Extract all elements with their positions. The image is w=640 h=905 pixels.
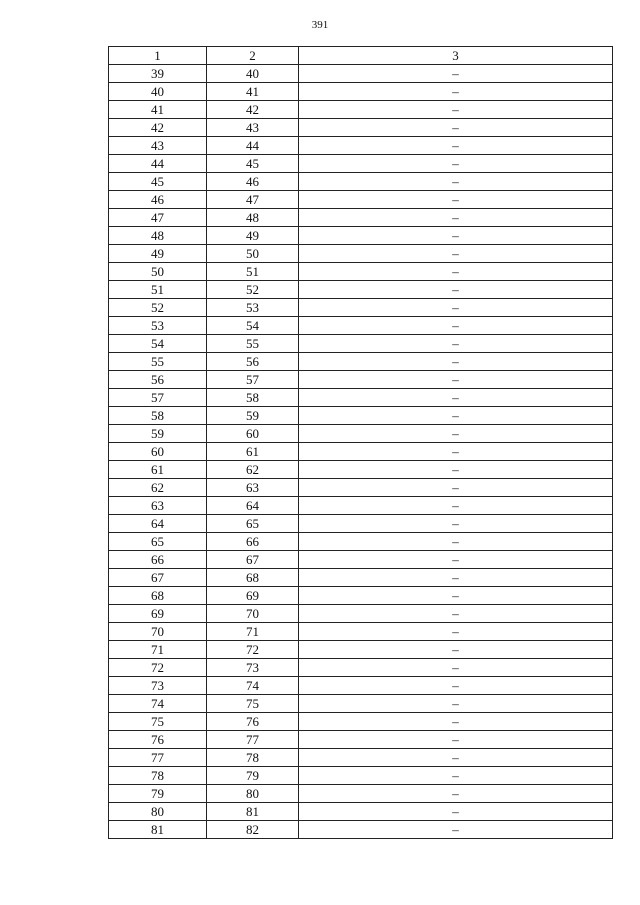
table-cell-col1: 56 (109, 371, 207, 389)
table-row (109, 371, 613, 389)
table-row (109, 245, 613, 263)
table-cell-col1: 72 (109, 659, 207, 677)
table-row (109, 101, 613, 119)
table-row (109, 479, 613, 497)
table-cell-col2: 74 (207, 677, 299, 695)
table-cell-col2: 65 (207, 515, 299, 533)
table-cell-col1: 50 (109, 263, 207, 281)
table-row (109, 83, 613, 101)
table-cell-col1: 81 (109, 821, 207, 839)
table-cell-col3: – (299, 785, 613, 803)
table-cell-col2: 67 (207, 551, 299, 569)
table-cell-col2: 75 (207, 695, 299, 713)
table-cell-col3: – (299, 353, 613, 371)
table-cell-col3: – (299, 479, 613, 497)
table-cell-col3: – (299, 407, 613, 425)
table-cell-col3: – (299, 209, 613, 227)
table-row (109, 641, 613, 659)
table-cell-col1: 74 (109, 695, 207, 713)
page-number: 391 (311, 19, 329, 31)
table-cell-col3: – (299, 713, 613, 731)
table-cell-col3: – (299, 569, 613, 587)
table-cell-col2: 52 (207, 281, 299, 299)
table-cell-col3: – (299, 659, 613, 677)
table-cell-col2: 46 (207, 173, 299, 191)
table-cell-col3: – (299, 821, 613, 839)
table-cell-col2: 41 (207, 83, 299, 101)
table-cell-col2: 71 (207, 623, 299, 641)
table-row (109, 263, 613, 281)
table-cell-col3: – (299, 749, 613, 767)
table-cell-col1: 70 (109, 623, 207, 641)
table-cell-col2: 55 (207, 335, 299, 353)
table-row (109, 587, 613, 605)
column-header-2: 2 (207, 47, 299, 65)
table-cell-col1: 55 (109, 353, 207, 371)
table-cell-col2: 68 (207, 569, 299, 587)
table-cell-col2: 51 (207, 263, 299, 281)
table-cell-col2: 53 (207, 299, 299, 317)
table-cell-col2: 48 (207, 209, 299, 227)
table-cell-col3: – (299, 731, 613, 749)
table-cell-col2: 80 (207, 785, 299, 803)
table-row (109, 551, 613, 569)
table-row (109, 605, 613, 623)
table-row (109, 515, 613, 533)
table-cell-col1: 61 (109, 461, 207, 479)
table-cell-col3: – (299, 155, 613, 173)
table-row (109, 119, 613, 137)
table-cell-col3: – (299, 767, 613, 785)
table-cell-col2: 76 (207, 713, 299, 731)
table-cell-col1: 73 (109, 677, 207, 695)
table-cell-col3: – (299, 641, 613, 659)
table-cell-col2: 79 (207, 767, 299, 785)
table-row (109, 695, 613, 713)
table-cell-col1: 71 (109, 641, 207, 659)
table-row (109, 137, 613, 155)
table-cell-col1: 68 (109, 587, 207, 605)
table-cell-col1: 48 (109, 227, 207, 245)
column-header-3: 3 (299, 47, 613, 65)
table-cell-col1: 57 (109, 389, 207, 407)
table-cell-col2: 66 (207, 533, 299, 551)
table-cell-col3: – (299, 677, 613, 695)
table-row (109, 803, 613, 821)
table-row (109, 659, 613, 677)
table-cell-col1: 67 (109, 569, 207, 587)
table-cell-col2: 81 (207, 803, 299, 821)
table-row (109, 173, 613, 191)
table-cell-col1: 52 (109, 299, 207, 317)
table-cell-col1: 51 (109, 281, 207, 299)
table-cell-col1: 69 (109, 605, 207, 623)
table-cell-col2: 82 (207, 821, 299, 839)
table-cell-col1: 40 (109, 83, 207, 101)
table-cell-col1: 45 (109, 173, 207, 191)
table-cell-col1: 43 (109, 137, 207, 155)
table-cell-col3: – (299, 389, 613, 407)
table-row (109, 425, 613, 443)
table-cell-col1: 54 (109, 335, 207, 353)
table-row (109, 353, 613, 371)
table-cell-col1: 59 (109, 425, 207, 443)
table-cell-col2: 50 (207, 245, 299, 263)
table-cell-col1: 49 (109, 245, 207, 263)
table-cell-col3: – (299, 605, 613, 623)
table-cell-col2: 45 (207, 155, 299, 173)
table-cell-col1: 44 (109, 155, 207, 173)
table-cell-col2: 72 (207, 641, 299, 659)
table-cell-col3: – (299, 119, 613, 137)
table-row (109, 65, 613, 83)
table-row (109, 227, 613, 245)
table-cell-col3: – (299, 497, 613, 515)
table-cell-col1: 75 (109, 713, 207, 731)
table-cell-col3: – (299, 515, 613, 533)
table-cell-col3: – (299, 335, 613, 353)
table-cell-col1: 39 (109, 65, 207, 83)
table-cell-col3: – (299, 191, 613, 209)
table-cell-col1: 63 (109, 497, 207, 515)
table-cell-col3: – (299, 245, 613, 263)
table-cell-col1: 46 (109, 191, 207, 209)
table-cell-col2: 57 (207, 371, 299, 389)
table-cell-col3: – (299, 803, 613, 821)
table-cell-col2: 59 (207, 407, 299, 425)
table-cell-col2: 61 (207, 443, 299, 461)
table-row (109, 281, 613, 299)
table-row (109, 821, 613, 839)
table-cell-col1: 66 (109, 551, 207, 569)
table-cell-col1: 47 (109, 209, 207, 227)
table-cell-col3: – (299, 443, 613, 461)
table-cell-col2: 64 (207, 497, 299, 515)
table-cell-col3: – (299, 623, 613, 641)
table-cell-col3: – (299, 263, 613, 281)
table-cell-col3: – (299, 101, 613, 119)
table-row (109, 533, 613, 551)
table-cell-col2: 70 (207, 605, 299, 623)
table-cell-col3: – (299, 461, 613, 479)
table-row (109, 155, 613, 173)
table-cell-col2: 77 (207, 731, 299, 749)
table-cell-col2: 54 (207, 317, 299, 335)
table-cell-col1: 64 (109, 515, 207, 533)
table-row (109, 785, 613, 803)
table-cell-col2: 60 (207, 425, 299, 443)
table-cell-col2: 49 (207, 227, 299, 245)
table-cell-col2: 63 (207, 479, 299, 497)
table-cell-col1: 41 (109, 101, 207, 119)
table-cell-col2: 42 (207, 101, 299, 119)
table-row (109, 497, 613, 515)
column-header-1: 1 (109, 47, 207, 65)
table-cell-col2: 58 (207, 389, 299, 407)
table-cell-col3: – (299, 317, 613, 335)
table-row (109, 443, 613, 461)
table-row (109, 335, 613, 353)
table-cell-col1: 79 (109, 785, 207, 803)
table-cell-col2: 73 (207, 659, 299, 677)
table-row (109, 317, 613, 335)
table-cell-col2: 69 (207, 587, 299, 605)
table-cell-col1: 62 (109, 479, 207, 497)
table-cell-col1: 65 (109, 533, 207, 551)
table-row (109, 731, 613, 749)
table-row (109, 749, 613, 767)
table-cell-col1: 42 (109, 119, 207, 137)
table-cell-col1: 60 (109, 443, 207, 461)
table-cell-col3: – (299, 137, 613, 155)
table-cell-col2: 78 (207, 749, 299, 767)
table-cell-col2: 40 (207, 65, 299, 83)
table-row (109, 713, 613, 731)
table-row (109, 569, 613, 587)
table-cell-col3: – (299, 695, 613, 713)
table-cell-col3: – (299, 227, 613, 245)
table-cell-col2: 56 (207, 353, 299, 371)
table-cell-col3: – (299, 65, 613, 83)
table-row (109, 209, 613, 227)
table-header-row (109, 47, 613, 65)
table-cell-col2: 47 (207, 191, 299, 209)
table-cell-col2: 43 (207, 119, 299, 137)
table-cell-col3: – (299, 371, 613, 389)
table-row (109, 767, 613, 785)
table-cell-col3: – (299, 299, 613, 317)
table-cell-col1: 58 (109, 407, 207, 425)
table-row (109, 191, 613, 209)
table-cell-col2: 62 (207, 461, 299, 479)
table-cell-col3: – (299, 551, 613, 569)
table-cell-col3: – (299, 281, 613, 299)
table-row (109, 299, 613, 317)
table-cell-col2: 44 (207, 137, 299, 155)
table-cell-col1: 80 (109, 803, 207, 821)
table-row (109, 407, 613, 425)
data-table (108, 46, 613, 839)
table-cell-col1: 76 (109, 731, 207, 749)
table-row (109, 623, 613, 641)
table-row (109, 389, 613, 407)
table-cell-col3: – (299, 587, 613, 605)
table-cell-col1: 78 (109, 767, 207, 785)
table-header (109, 47, 613, 65)
table-cell-col1: 77 (109, 749, 207, 767)
table-cell-col1: 53 (109, 317, 207, 335)
table-cell-col3: – (299, 83, 613, 101)
table-cell-col3: – (299, 425, 613, 443)
table-row (109, 461, 613, 479)
table-cell-col3: – (299, 533, 613, 551)
table-body (109, 65, 613, 839)
table-row (109, 677, 613, 695)
table-cell-col3: – (299, 173, 613, 191)
